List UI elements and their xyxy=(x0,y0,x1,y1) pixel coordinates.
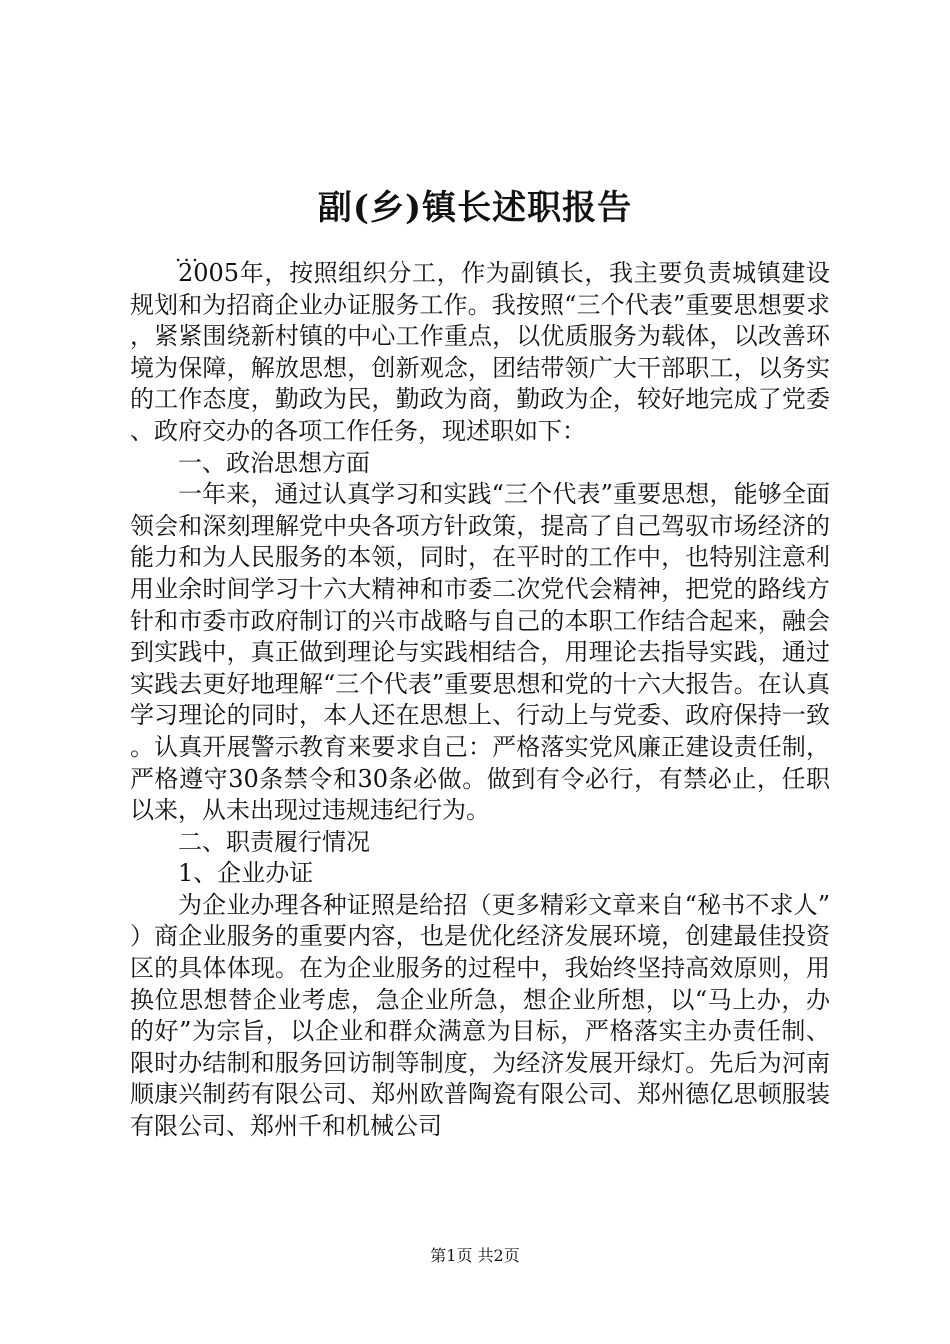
ellipsis-mark: ... xyxy=(175,242,201,266)
section-heading-political: 一、政治思想方面 xyxy=(178,448,370,477)
paragraph-intro: 2005年，按照组织分工，作为副镇长，我主要负责城镇建设规划和为招商企业办证服务工作。我按照“三个代表”重要思想要求，紧紧围绕新村镇的中心工作重点，以优质服务为载体，以改善环境为保障，解放思想，创新观念，团结带领广大干部职工，以务实的工作态度，勤政为民，勤政为商，勤政为企，较好地完成了党委、政府交办的各项工作任务，现述职如下： xyxy=(130,259,830,445)
subsection-heading-licensing: 1、企业办证 xyxy=(178,859,314,888)
document-body xyxy=(130,258,830,1143)
paragraph-licensing: 为企业办理各种证照是给招（更多精彩文章来自“秘书不求人”）商企业服务的重要内容，也是优化经济发展环境，创建最佳投资区的具体体现。在为企业服务的过程中，我始终坚持高效原则，用换位思想替企业考虑，急企业所急，想企业所想，以“马上办，办的好”为宗旨，以企业和群众满意为目标，严格落实主办责任制、限时办结制和服务回访制等制度，为经济发展开绿灯。先后为河南顺康兴制药有限公司、郑州欧普陶瓷有限公司、郑州德亿思顿服装有限公司、郑州千和机械公司 xyxy=(130,890,830,1141)
section-heading-duties: 二、职责履行情况 xyxy=(178,827,370,856)
document-title: 副(乡)镇长述职报告 xyxy=(317,188,633,228)
page-footer: 第1页 共2页 xyxy=(430,1246,520,1265)
paragraph-political: 一年来，通过认真学习和实践“三个代表”重要思想，能够全面领会和深刻理解党中央各项方针政策，提高了自己驾驭市场经济的能力和为人民服务的本领，同时，在平时的工作中，也特别注意利用业余时间学习十六大精神和市委二次党代会精神，把党的路线方针和市委市政府制订的兴市战略与自己的本职工作结合起来，融会到实践中，真正做到理论与实践相结合，用理论去指导实践，通过实践去更好地理解“三个代表”重要思想和党的十六大报告。在认真学习理论的同时，本人还在思想上、行动上与党委、政府保持一致。认真开展警示教育来要求自己：严格落实党风廉正建设责任制，严格遵守30条禁令和30条必做。做到有令必行，有禁必止，任职以来，从未出现过违规违纪行为。 xyxy=(130,480,830,825)
